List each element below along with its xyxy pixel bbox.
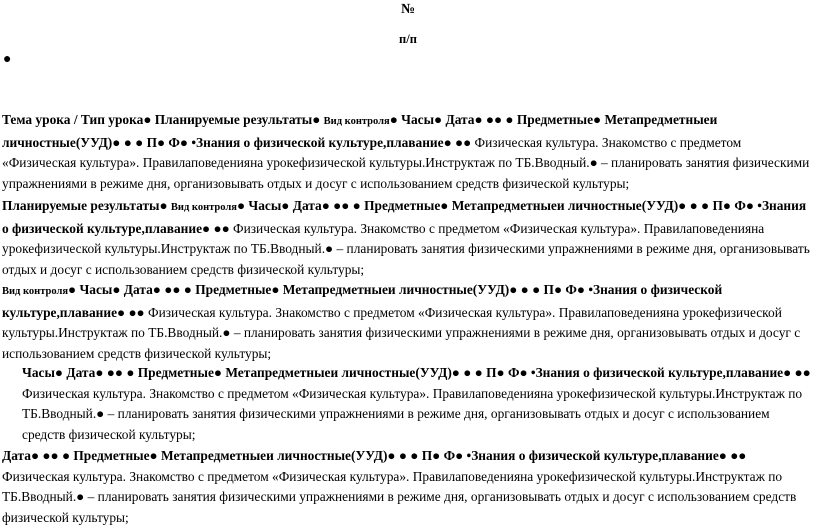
p2-bold-rest: ● Часы● Дата● ●● ● Предметные● Метапредметныеи личностные(УУД)● ● ● П● Ф● •Знания о физической культуре,плавание● ●●	[2, 198, 807, 236]
p5-bold-rest: Дата● ●● ● Предметные● Метапредметныеи личностные(УУД)● ● ● П● Ф● •Знания о физической культуре,плавание● ●●	[2, 448, 747, 463]
p5-text: Физическая культура. Знакомство с предметом «Физическая культура». Правилаповеденияна урокефизической культуры.Инструктаж по ТБ.Вводный.● – планировать занятия физическими упражнениями в режиме дня, организовывать отдых и досуг с использованием средств физической культуры;	[2, 468, 797, 525]
p3-text: Физическая культура. Знакомство с предметом «Физическая культура». Правилаповеденияна урокефизической культуры.Инструктаж по ТБ.Вводный.● – планировать занятия физическими упражнениями в режиме дня, организовывать отдых и досуг с использованием средств физической культуры;	[2, 304, 801, 361]
paragraph-2	[2, 196, 814, 280]
bullet-mark: ●	[3, 52, 12, 67]
paragraph-4	[2, 363, 814, 445]
p4-text: Физическая культура. Знакомство с предметом «Физическая культура». Правилаповеденияна урокефизической культуры.Инструктаж по ТБ.Вводный.● – планировать занятия физическими упражнениями в режиме дня, организовывать отдых и досуг с использованием средств физической культуры;	[22, 385, 803, 442]
p3-bold-rest: ● Часы● Дата● ●● ● Предметные● Метапредметныеи личностные(УУД)● ● ● П● Ф● •Знания о физической культуре,плавание● ●●	[2, 282, 723, 320]
paragraph-1	[2, 110, 814, 194]
paragraph-3	[2, 280, 814, 364]
p4-bold-rest: Часы● Дата● ●● ● Предметные● Метапредметныеи личностные(УУД)● ● ● П● Ф● •Знания о физической культуре,плавание● ●●	[22, 365, 811, 380]
paragraph-5	[2, 446, 814, 528]
p1-small-label: Вид контроля	[323, 116, 390, 127]
p2-text: Физическая культура. Знакомство с предметом «Физическая культура». Правилаповеденияна урокефизической культуры.Инструктаж по ТБ.Вводный.● – планировать занятия физическими упражнениями в режиме дня, организовывать отдых и досуг с использованием средств физической культуры;	[2, 220, 810, 277]
pp-heading: п/п	[399, 32, 417, 46]
p1-bold-lead: Тема урока / Тип урока● Планируемые результаты●	[2, 112, 324, 127]
p2-bold-lead: Планируемые результаты●	[2, 198, 171, 213]
number-sign-heading: №	[400, 2, 416, 17]
p1-text: Физическая культура. Знакомство с предметом «Физическая культура». Правилаповеденияна урокефизической культуры.Инструктаж по ТБ.Вводный.● – планировать занятия физическими упражнениями в режиме дня, организовывать отдых и досуг с использованием средств физической культуры;	[2, 134, 810, 191]
p1-bold-rest: ● Часы● Дата● ●● ● Предметные● Метапредметныеи личностные(УУД)● ● ● П● Ф● •Знания о физической культуре,плавание● ●●	[2, 112, 718, 150]
p3-small-label: Вид контроля	[2, 286, 69, 297]
p2-small-label: Вид контроля	[170, 202, 237, 213]
